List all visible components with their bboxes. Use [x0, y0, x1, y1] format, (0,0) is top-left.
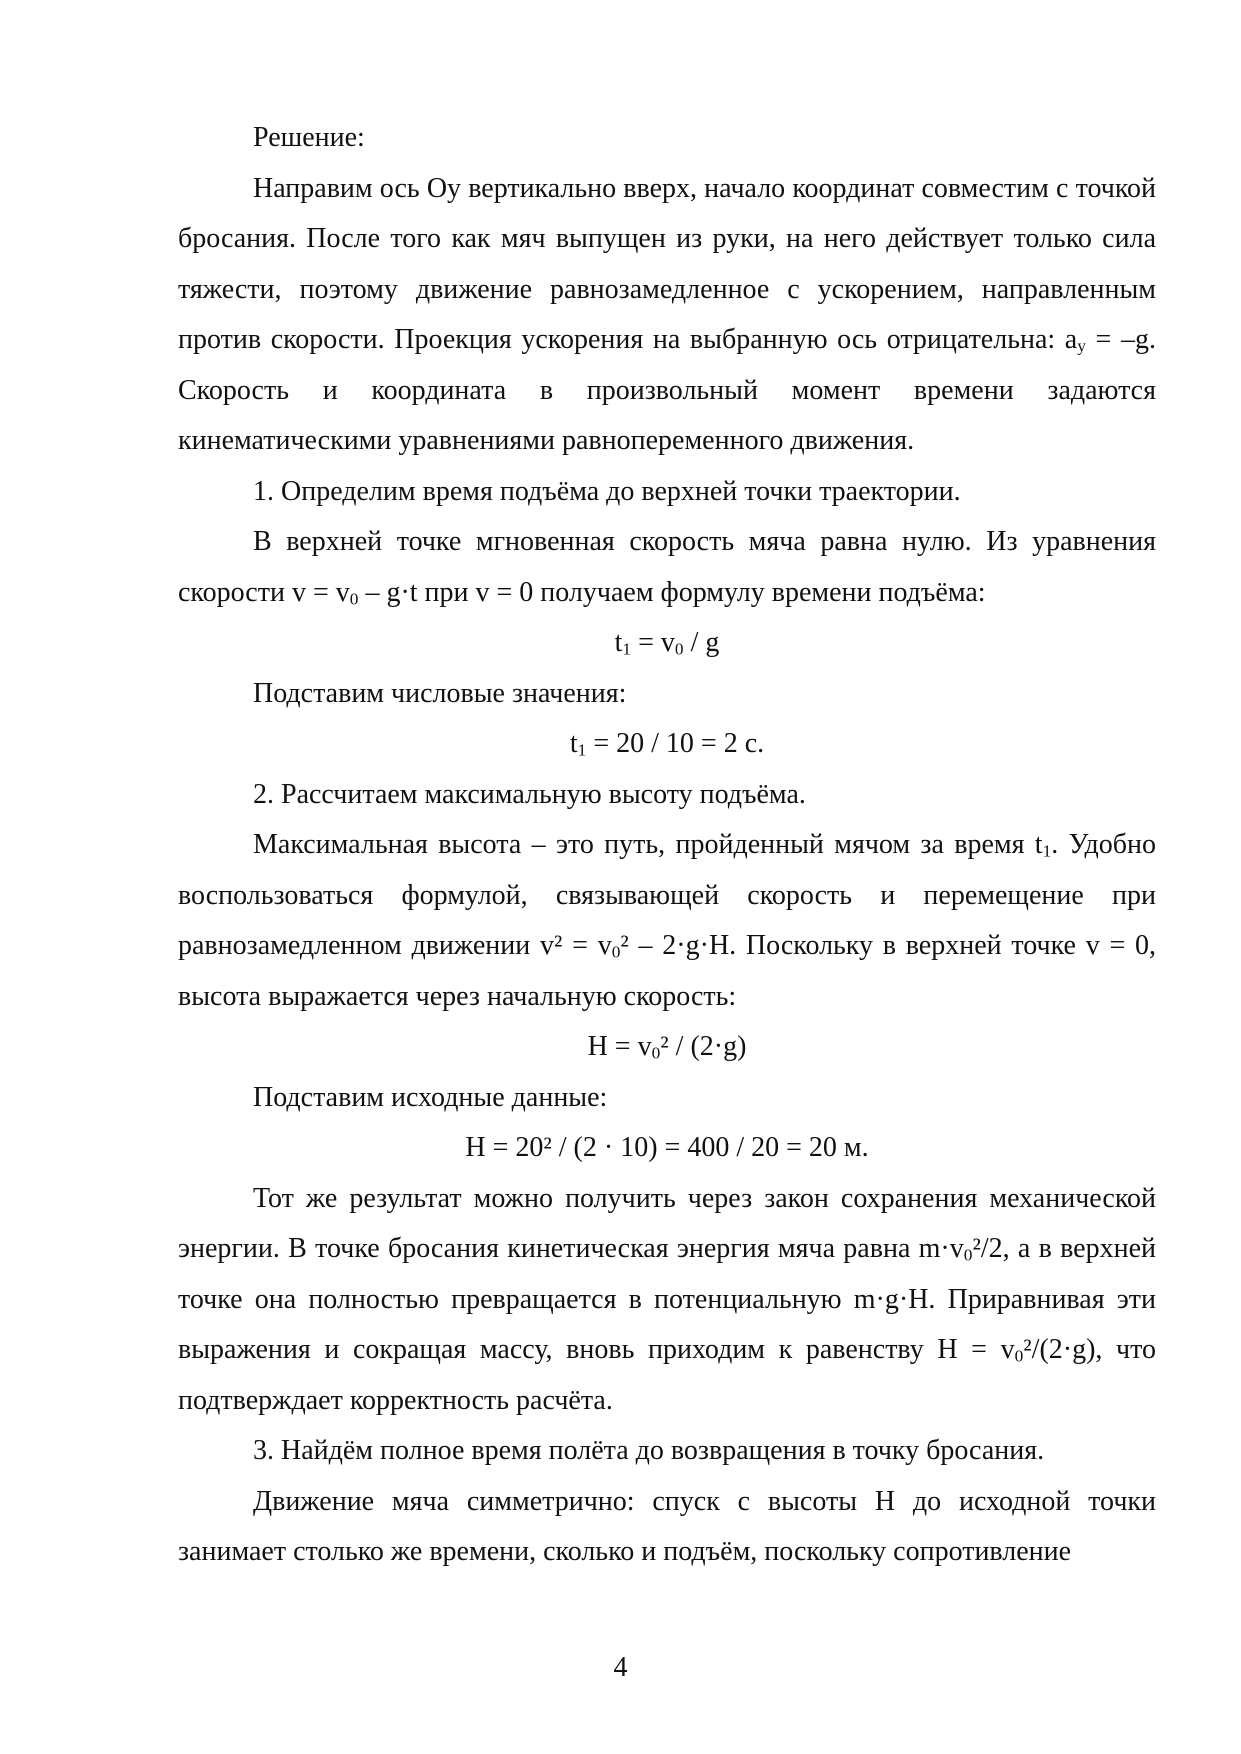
paragraph-max-height: Максимальная высота – это путь, пройденный мячом за время $t_1$. Удобно воспользоваться формулой, связывающей скорость и перемещение при равнозамедленном движении $v^2 = v_0^2 - 2\cdot g\cdot H$. Поскольку в верхней точке v = 0, высота выражается через начальную скорость:	[178, 829, 1156, 1012]
paragraph-substitute-values: Подставим числовые значения:	[253, 677, 627, 709]
paragraph-energy-check: Тот же результат можно получить через закон сохранения механической энергии. В точке бросания кинетическая энергия мяча равна $m\cdot v_0^2/2$, а в верхней точке она полностью превращается в потенциальную m·g·H. Приравнивая эти выражения и сокращая массу, вновь приходим к равенству $H = v_0^2/(2\cdot g)$, что подтверждает корректность расчёта.	[178, 1182, 1157, 1416]
formula-max-height-result: H = 20² / (2 · 10) = 400 / 20 = 20 м.	[465, 1132, 869, 1163]
paragraph-substitute-data: Подставим исходные данные:	[253, 1081, 608, 1113]
formula-max-height: $H = v_0^2 / (2\cdot g)$	[587, 1031, 747, 1063]
formula-rise-time: $t_1 = v_0 / g$	[614, 627, 720, 659]
step-2-title: 2. Рассчитаем максимальную высоту подъёма.	[253, 778, 806, 810]
paragraph-rise-time: В верхней точке мгновенная скорость мяча равна нулю. Из уравнения скорости $v = v_0 - g\cdot t$ при v = 0 получаем формулу времени подъёма:	[178, 526, 1156, 608]
paragraph-symmetry: Движение мяча симметрично: спуск с высоты H до исходной точки занимает столько же времени, сколько и подъём, поскольку сопротивление	[178, 1485, 1156, 1567]
page-content	[178, 113, 1156, 1578]
solution-heading: Решение:	[253, 122, 365, 153]
step-3-title: 3. Найдём полное время полёта до возвращения в точку бросания.	[253, 1435, 1045, 1466]
formula-rise-time-result: $t_1 = 20 / 10 = 2$ с.	[569, 728, 765, 760]
step-1-title: 1. Определим время подъёма до верхней точки траектории.	[253, 475, 961, 507]
page-number: 4	[613, 1652, 628, 1683]
paragraph-setup: Направим ось Oy вертикально вверх, начало координат совместим с точкой бросания. После того как мяч выпущен из руки, на него действует только сила тяжести, поэтому движение равнозамедленное с ускорением, направленным против скорости. Проекция ускорения на выбранную ось отрицательна: $a_y = -g$. Скорость и координата в произвольный момент времени задаются кинематическими уравнениями равнопеременного движения.	[178, 172, 1156, 456]
